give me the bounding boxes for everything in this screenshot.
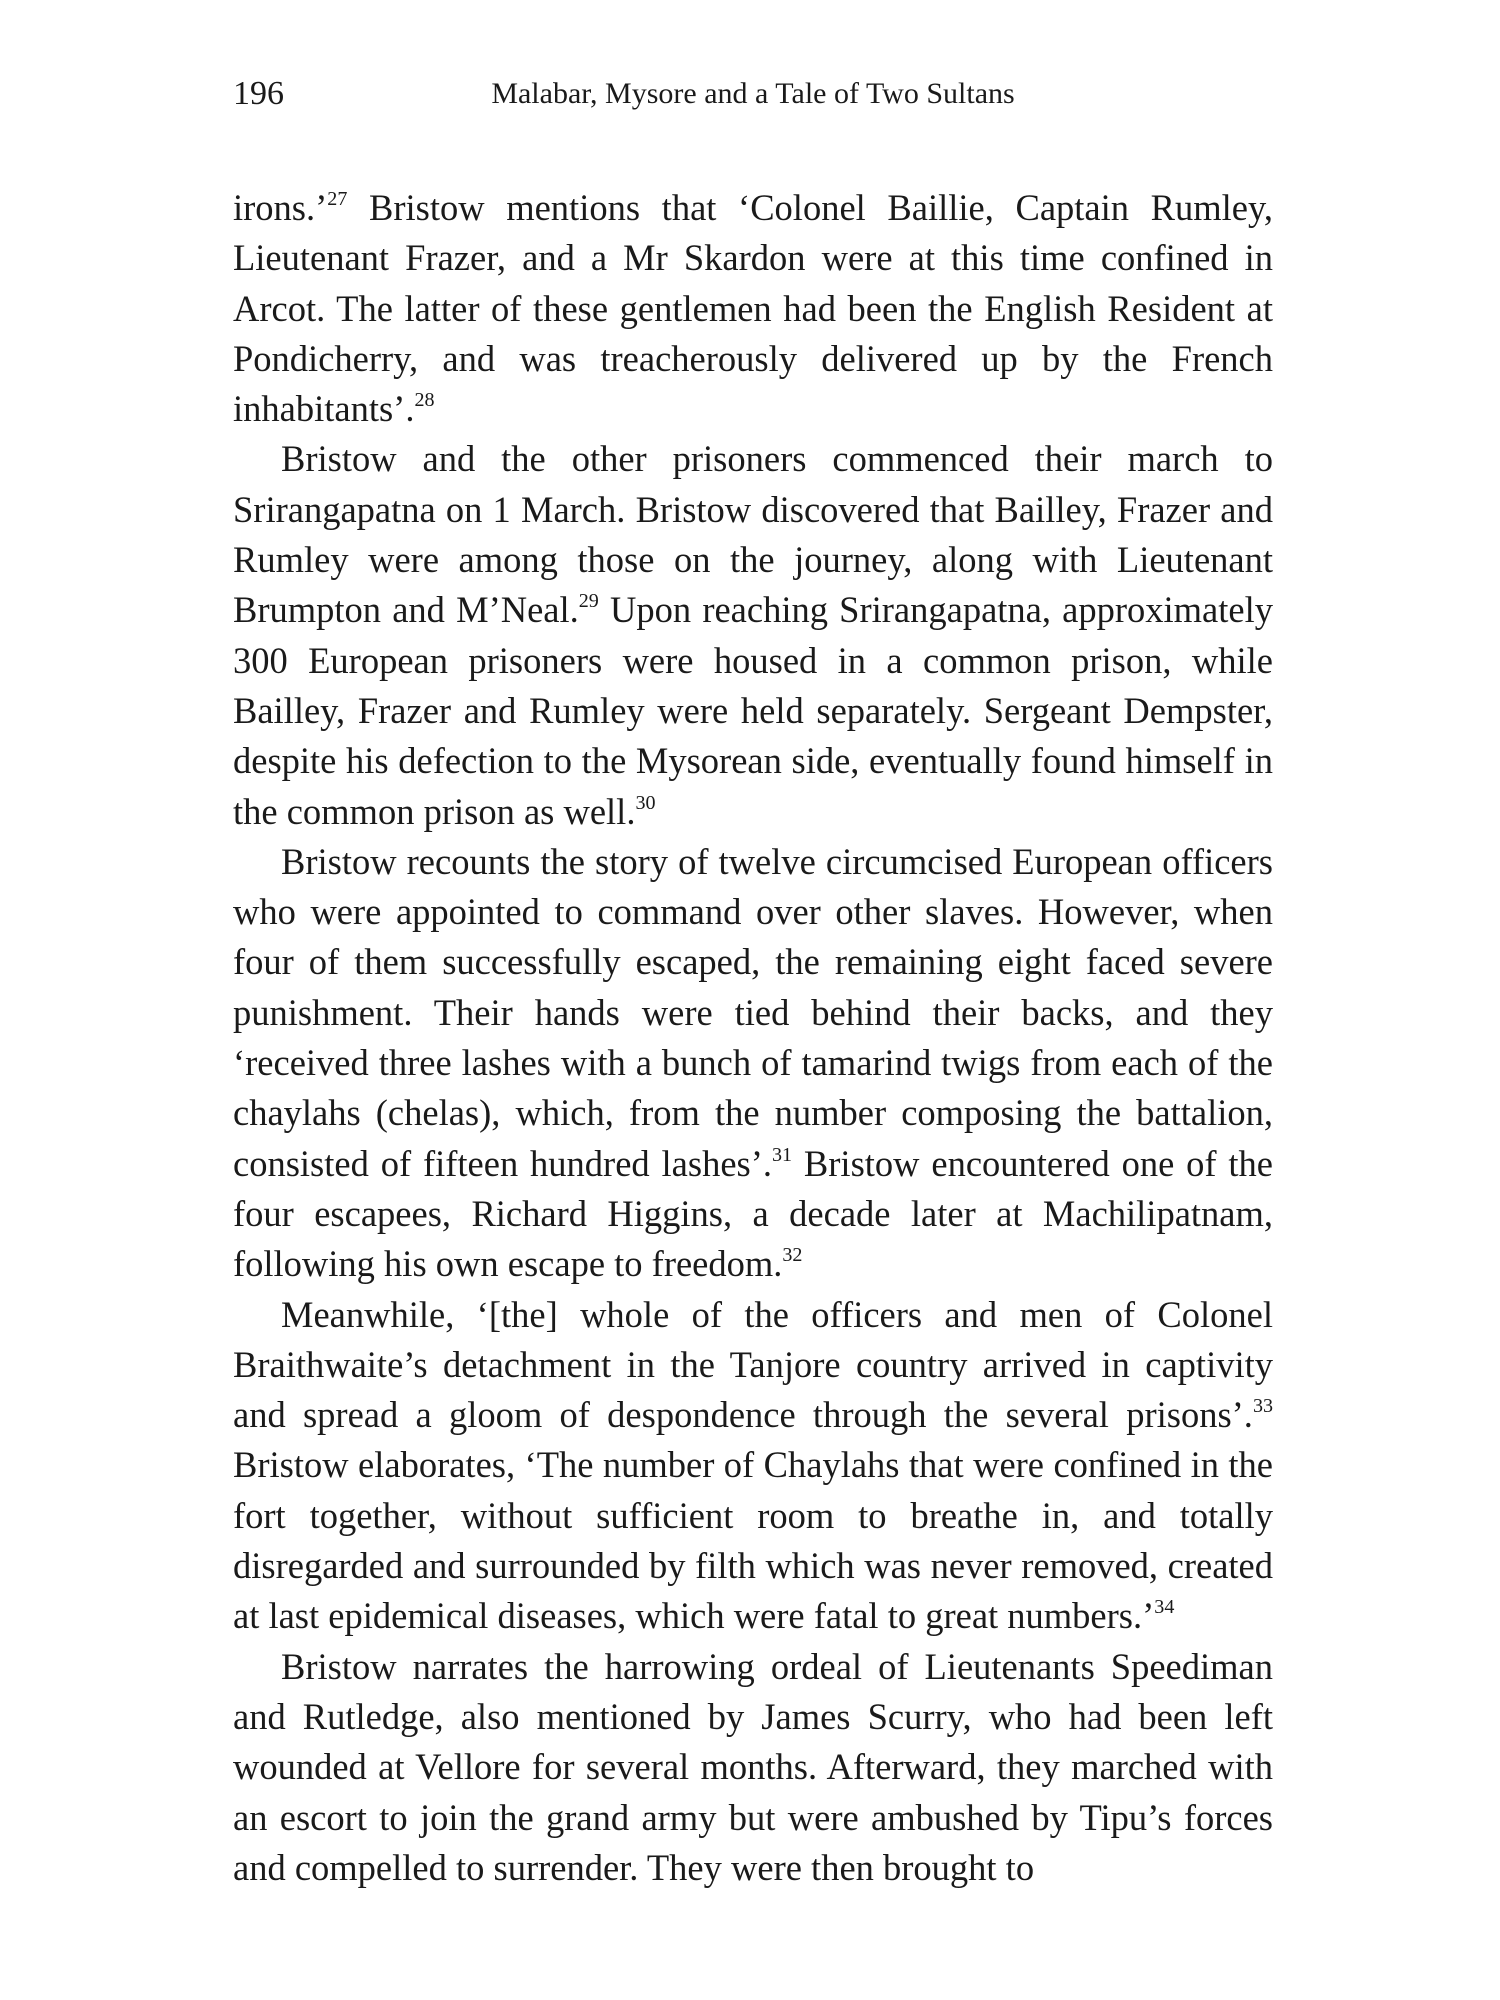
paragraph	[233, 1290, 1273, 1642]
footnote-marker: 30	[635, 791, 656, 814]
paragraph	[233, 1642, 1273, 1893]
footnote-marker: 34	[1154, 1596, 1175, 1619]
paragraph	[233, 434, 1273, 836]
running-title: Malabar, Mysore and a Tale of Two Sultans	[491, 77, 1015, 110]
paragraph-text: Bristow and the other prisoners commenced their march to Srirangapatna on 1 March. Bristow discovered that Bailley, Frazer and Rumley were among those on the journey, along with Lieutenant Brumpton and M’Neal.	[233, 438, 1273, 631]
footnote-marker: 28	[414, 389, 435, 412]
paragraph-text: Bristow elaborates, ‘The number of Chaylahs that were confined in the fort together, without sufficient room to breathe in, and totally disregarded and surrounded by filth which was never removed, created at last epidemical diseases, which were fatal to great numbers.’	[233, 1444, 1273, 1637]
paragraph-text: Bristow encountered one of the four escapees, Richard Higgins, a decade later at Machilipatnam, following his own escape to freedom.	[233, 1142, 1274, 1285]
paragraph-text: Bristow mentions that ‘Colonel Baillie, Captain Rumley, Lieutenant Frazer, and a Mr Skardon were at this time confined in Arcot. The latter of these gentlemen had been the English Resident at Pondicherry, and was treacherously delivered up by the French inhabitants’.	[233, 187, 1273, 430]
paragraph-text: Bristow narrates the harrowing ordeal of Lieutenants Speediman and Rutledge, also mentioned by James Scurry, who had been left wounded at Vellore for several months. Afterward, they marched with an escort to join the grand army but were ambushed by Tipu’s forces and compelled to surrender. They were then brought to	[233, 1645, 1273, 1888]
paragraph-text: irons.’	[233, 187, 328, 228]
paragraph-text: Bristow recounts the story of twelve circumcised European officers who were appointed to command over other slaves. However, when four of them successfully escaped, the remaining eight faced severe punishment. Their hands were tied behind their backs, and they ‘received three lashes with a bunch of tamarind twigs from each of the chaylahs (chelas), which, from the number composing the battalion, consisted of fifteen hundred lashes’.	[233, 840, 1273, 1184]
footnote-marker: 29	[578, 590, 599, 613]
footnote-marker: 33	[1252, 1395, 1273, 1418]
paragraph-text: Upon reaching Srirangapatna, approximately 300 European prisoners were housed in a common prison, while Bailley, Frazer and Rumley were held separately. Sergeant Dempster, despite his defection to the Mysorean side, eventually found himself in the common prison as well.	[233, 589, 1273, 832]
footnote-marker: 27	[327, 187, 348, 210]
page-number: 196	[233, 75, 284, 112]
paragraph	[233, 183, 1273, 434]
body-text	[233, 183, 1273, 1893]
running-head	[233, 70, 1273, 118]
paragraph-text: Meanwhile, ‘[the] whole of the officers and men of Colonel Braithwaite’s detachment in the Tanjore country arrived in captivity and spread a gloom of despondence through the several prisons’.	[233, 1293, 1273, 1436]
paragraph	[233, 837, 1273, 1290]
footnote-marker: 31	[772, 1143, 793, 1166]
footnote-marker: 32	[782, 1244, 803, 1267]
